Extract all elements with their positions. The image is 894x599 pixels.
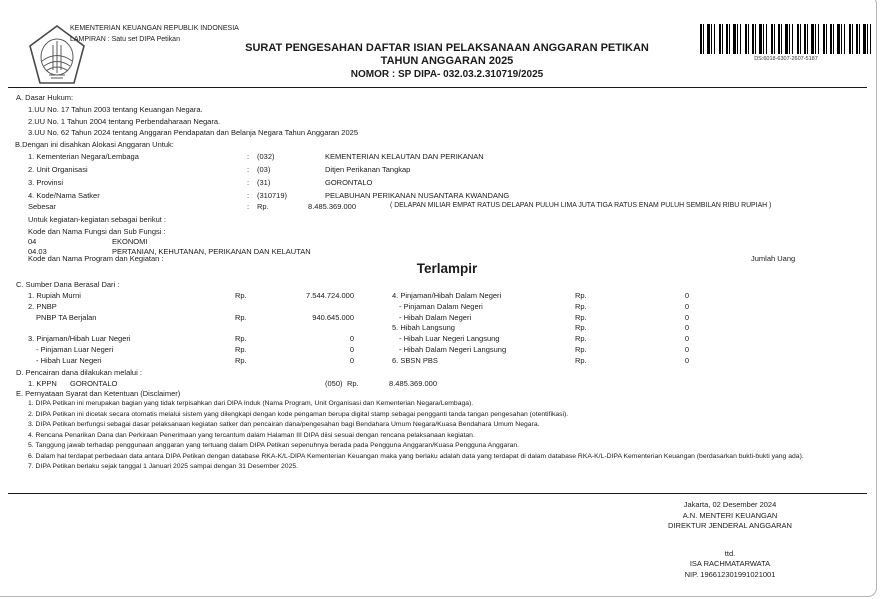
fund-label: - Hibah Luar Negeri — [36, 356, 102, 365]
allocation-label: 2. Unit Organisasi — [28, 165, 88, 174]
fund-amount: 0 — [349, 345, 354, 354]
signature-name: ISA RACHMATARWATA — [689, 559, 771, 568]
fund-amount: 0 — [684, 345, 689, 354]
lampiran-note: LAMPIRAN : Satu set DIPA Petikan — [70, 35, 180, 43]
disclaimer-item: 5. Tanggung jawab terhadap penggunaan anggaran yang tertuang dalam DIPA Petikan sepenuhnya berada pada Pengguna Anggaran/Kuasa Pengguna Anggaran. — [28, 442, 520, 449]
law-item: 3.UU No. 62 Tahun 2024 tentang Anggaran Pendapatan dan Belanja Negara Tahun Anggaran 2025 — [28, 128, 358, 137]
allocation-code: (032) — [257, 152, 275, 161]
allocation-value: KEMENTERIAN KELAUTAN DAN PERIKANAN — [325, 152, 484, 161]
currency-label: Rp. — [575, 323, 587, 332]
section-d-heading: D. Pencairan dana dilakukan melalui : — [16, 368, 142, 377]
disclaimer-item: 7. DIPA Petikan berlaku sejak tanggal 1 Januari 2025 sampai dengan 31 Desember 2025. — [28, 463, 299, 470]
barcode-text: DS:6018-6307-2607-5187 — [754, 56, 818, 62]
kppn-label: 1. KPPN — [28, 378, 57, 388]
footer-divider — [8, 493, 867, 494]
currency-label: Rp. — [235, 334, 247, 343]
section-b-heading: B.Dengan ini disahkan Alokasi Anggaran Untuk: — [15, 140, 174, 149]
signature-place-date: Jakarta, 02 Desember 2024 — [683, 500, 777, 509]
fund-label: - Pinjaman Dalam Negeri — [399, 302, 483, 311]
fund-amount: 7.544.724.000 — [306, 291, 354, 300]
currency-label: Rp. — [575, 313, 587, 322]
fund-label: 4. Pinjaman/Hibah Dalam Negeri — [392, 291, 502, 300]
fund-source-row — [0, 323, 894, 333]
currency-label: Rp. — [257, 202, 269, 211]
fund-amount: 0 — [684, 356, 689, 365]
colon-separator: : — [247, 178, 250, 187]
signature-ttd: ttd. — [724, 548, 736, 558]
fund-label: 3. Pinjaman/Hibah Luar Negeri — [28, 334, 131, 343]
allocation-code: (31) — [257, 178, 271, 187]
allocation-code: (03) — [257, 165, 271, 174]
allocation-row — [0, 191, 894, 202]
fungsi-name: EKONOMI — [112, 237, 148, 246]
fund-label: - Pinjaman Luar Negeri — [36, 345, 114, 354]
currency-label: Rp. — [575, 345, 587, 354]
allocation-value: PELABUHAN PERIKANAN NUSANTARA KWANDANG — [325, 191, 510, 200]
fund-amount: 0 — [684, 323, 689, 332]
fund-amount: 0 — [684, 313, 689, 322]
allocation-label: 3. Provinsi — [28, 178, 64, 187]
fund-label: - Hibah Dalam Negeri Langsung — [399, 345, 507, 354]
amount-in-words: ( DELAPAN MILIAR EMPAT RATUS DELAPAN PULUH LIMA JUTA TIGA RATUS ENAM PULUH SEMBILAN RIBU RUPIAH ) — [390, 202, 772, 209]
fungsi-name: PERTANIAN, KEHUTANAN, PERIKANAN DAN KELAUTAN — [112, 247, 311, 256]
fund-amount: 0 — [349, 356, 354, 365]
fund-label: 2. PNBP — [28, 302, 57, 311]
fund-amount: 0 — [684, 302, 689, 311]
fungsi-row — [0, 237, 894, 247]
fund-source-row — [0, 302, 894, 312]
disclaimer-item: 6. Dalam hal terdapat perbedaan data antara DIPA Petikan dengan database RKA-K/L-DIPA Kementerian Keuangan maka yang berlaku adalah data yang terdapat di dalam database RKA-K/L-DIPA Kementerian Keuangan (berdasarkan bukti-bukti yang ada). — [28, 452, 804, 460]
header-divider — [8, 87, 867, 88]
fund-label: - Hibah Dalam Negeri — [399, 313, 472, 322]
digital-stamp-barcode — [700, 24, 872, 54]
fund-amount: 940.645.000 — [312, 313, 354, 322]
allocation-row — [0, 165, 894, 176]
sebesar-row — [0, 202, 894, 213]
fund-source-row — [0, 291, 894, 301]
document-title-line1: SURAT PENGESAHAN DAFTAR ISIAN PELAKSANAAN ANGGARAN PETIKAN — [245, 42, 649, 54]
terlampir-label: Terlampir — [416, 261, 478, 276]
disclaimer-item: 2. DIPA Petikan ini dicetak secara otomatis melalui sistem yang dilengkapi dengan kode pengaman berupa digital stamp sebagai pengganti tanda tangan pengesahan (otentifikasi). — [28, 410, 569, 418]
fund-source-row — [0, 345, 894, 355]
fund-amount: 0 — [684, 334, 689, 343]
fungsi-code: 04.03 — [28, 247, 47, 256]
fund-amount: 0 — [349, 334, 354, 343]
law-item: 2.UU No. 1 Tahun 2004 tentang Perbendaharaan Negara. — [28, 116, 221, 126]
currency-label: Rp. — [575, 334, 587, 343]
kegiatan-intro: Untuk kegiatan-kegiatan sebagai berikut : — [28, 215, 167, 224]
allocation-label: 4. Kode/Nama Satker — [28, 191, 100, 200]
signature-on-behalf: A.N. MENTERI KEUANGAN — [682, 510, 778, 520]
disclaimer-item: 4. Rencana Penarikan Dana dan Perkiraan Penerimaan yang tercantum dalam Halaman III DIPA diisi sesuai dengan rencana pelaksanaan kegiatan. — [28, 431, 475, 439]
fund-source-row — [0, 313, 894, 323]
section-e-heading: E. Pernyataan Syarat dan Ketentuan (Disclaimer) — [16, 389, 181, 398]
kppn-amount: 8.485.369.000 — [389, 378, 437, 388]
document-title-line2: TAHUN ANGGARAN 2025 — [380, 55, 514, 67]
total-amount: 8.485.369.000 — [308, 202, 356, 211]
allocation-label: 1. Kementerian Negara/Lembaga — [28, 152, 139, 161]
currency-label: Rp. — [575, 291, 587, 300]
allocation-row — [0, 152, 894, 163]
document-number: NOMOR : SP DIPA- 032.03.2.310719/2025 — [350, 69, 544, 80]
section-a-heading: A. Dasar Hukum: — [16, 93, 74, 102]
signature-title: DIREKTUR JENDERAL ANGGARAN — [668, 521, 792, 530]
colon-separator: : — [247, 191, 250, 200]
colon-separator: : — [247, 202, 250, 211]
currency-label: Rp. — [575, 356, 587, 365]
fund-amount: 0 — [684, 291, 689, 300]
kppn-row — [0, 379, 894, 389]
fund-source-row — [0, 356, 894, 366]
currency-label: Rp. — [235, 313, 247, 322]
allocation-value: Ditjen Perikanan Tangkap — [325, 165, 411, 174]
jumlah-uang-label: Jumlah Uang — [751, 254, 796, 263]
section-c-heading: C. Sumber Dana Berasal Dari : — [16, 280, 120, 289]
fund-label: 5. Hibah Langsung — [392, 323, 455, 332]
allocation-code: (310719) — [257, 191, 288, 200]
sebesar-label: Sebesar — [28, 202, 56, 211]
fund-label: - Hibah Luar Negeri Langsung — [399, 334, 500, 343]
currency-label: Rp. — [575, 302, 587, 311]
fund-label: 1. Rupiah Murni — [28, 291, 81, 300]
disclaimer-item: 1. DIPA Petikan ini merupakan bagian yang tidak terpisahkan dari DIPA Induk (Nama Program, Unit Organisasi dan Kementerian Negara/Lembaga). — [28, 400, 474, 407]
law-item: 1.UU No. 17 Tahun 2003 tentang Keuangan Negara. — [28, 105, 203, 114]
fungsi-code: 04 — [28, 237, 37, 246]
program-label: Kode dan Nama Program dan Kegiatan : — [28, 254, 164, 263]
currency-label: Rp. — [235, 291, 247, 300]
fund-label: PNBP TA Berjalan — [36, 313, 97, 322]
allocation-value: GORONTALO — [325, 178, 373, 187]
kppn-code: (050) — [325, 378, 343, 388]
currency-label: Rp. — [347, 378, 359, 388]
allocation-row — [0, 178, 894, 189]
signature-nip: NIP. 196612301991021001 — [684, 569, 776, 579]
colon-separator: : — [247, 152, 250, 161]
currency-label: Rp. — [235, 356, 247, 365]
fungsi-label: Kode dan Nama Fungsi dan Sub Fungsi : — [28, 226, 166, 236]
disclaimer-item: 3. DIPA Petikan berfungsi sebagai dasar pelaksanaan kegiatan satker dan pencairan dana/pengesahan bagi Bendahara Umum Negara/Kuasa Bendahara Umum Negara. — [28, 421, 540, 428]
ministry-name: KEMENTERIAN KEUANGAN REPUBLIK INDONESIA — [70, 25, 239, 32]
colon-separator: : — [247, 165, 250, 174]
fund-label: 6. SBSN PBS — [392, 356, 438, 365]
fund-source-row — [0, 334, 894, 344]
currency-label: Rp. — [235, 345, 247, 354]
kppn-name: GORONTALO — [70, 378, 118, 388]
